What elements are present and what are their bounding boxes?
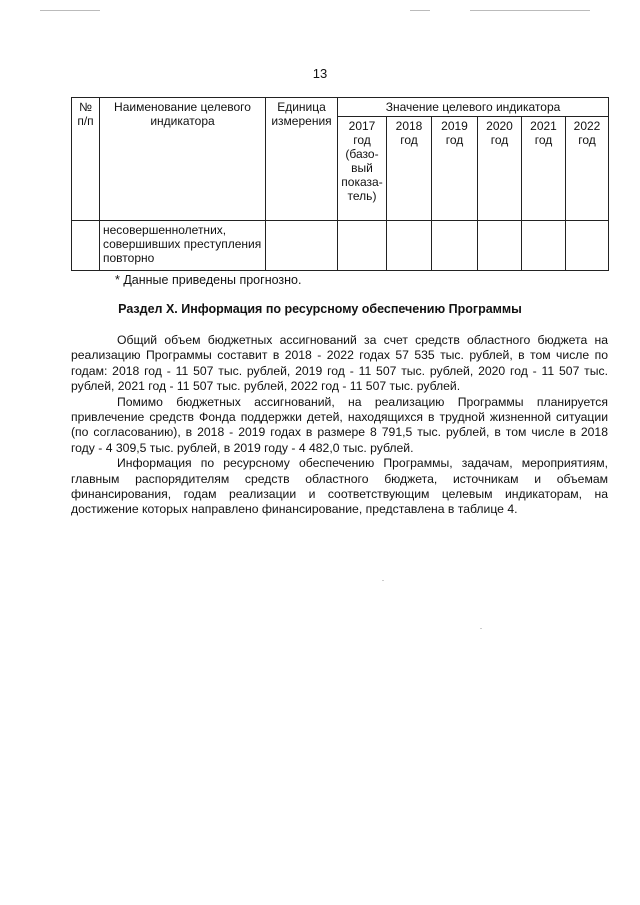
row-num (72, 221, 100, 271)
row-value-2018 (387, 221, 432, 271)
scan-artifact (480, 628, 482, 629)
header-year-2019: 2019 год (432, 117, 478, 221)
scan-artifact (410, 10, 430, 11)
scan-artifact (40, 10, 100, 11)
footnote: * Данные приведены прогнозно. (115, 273, 302, 287)
indicators-table (71, 97, 609, 271)
row-value-2021 (522, 221, 566, 271)
row-value-2019 (432, 221, 478, 271)
header-year-2020: 2020 год (478, 117, 522, 221)
paragraph-fund-support: Помимо бюджетных ассигнований, на реализацию Программы планируется привлечение средств Фонда поддержки детей, находящихся в трудной жизненной ситуации (по согласованию), в 2018 - 2019 годах в размере 8 791,5 тыс. рублей, в том числе в 2018 году - 4 309,5 тыс. рублей, в 2019 году - 4 482,0 тыс. рублей. (71, 394, 608, 455)
paragraph-total-budget: Общий объем бюджетных ассигнований за счет средств областного бюджета на реализацию Программы составит в 2018 - 2022 годах 57 535 тыс. рублей, в том числе по годам: 2018 год - 11 507 тыс. рублей, 2019 год - 11 507 тыс. рублей, 2020 год - 11 507 тыс. рублей, 2021 год - 11 507 тыс. рублей, 2022 год - 11 507 тыс. рублей. (71, 333, 608, 394)
row-unit (266, 221, 338, 271)
section-title: Раздел X. Информация по ресурсному обеспечению Программы (118, 302, 522, 316)
header-value-group: Значение целевого индикатора (338, 98, 609, 117)
header-year-2021: 2021 год (522, 117, 566, 221)
paragraph-table-reference: Информация по ресурсному обеспечению Программы, задачам, мероприятиям, главным распорядителям средств областного бюджета, источникам и объемам финансирования, годам реализации и соответствующим целевым индикаторам, на достижение которых направлено финансирование, представлена в таблице 4. (71, 456, 608, 517)
row-name: несовершеннолетних, совершивших преступления повторно (100, 221, 266, 271)
header-name: Наименование целевого индикатора (100, 98, 266, 221)
header-year-2017: 2017 год (базо-вый показа-тель) (338, 117, 387, 221)
table-row (72, 221, 609, 271)
scan-artifact (382, 580, 384, 581)
scan-artifact (470, 10, 590, 11)
header-year-2018: 2018 год (387, 117, 432, 221)
row-value-2017 (338, 221, 387, 271)
header-year-2022: 2022 год (566, 117, 609, 221)
row-value-2020 (478, 221, 522, 271)
row-value-2022 (566, 221, 609, 271)
header-unit: Единица измерения (266, 98, 338, 221)
header-num: № п/п (72, 98, 100, 221)
body-text (71, 333, 608, 518)
page-number: 13 (312, 66, 328, 81)
